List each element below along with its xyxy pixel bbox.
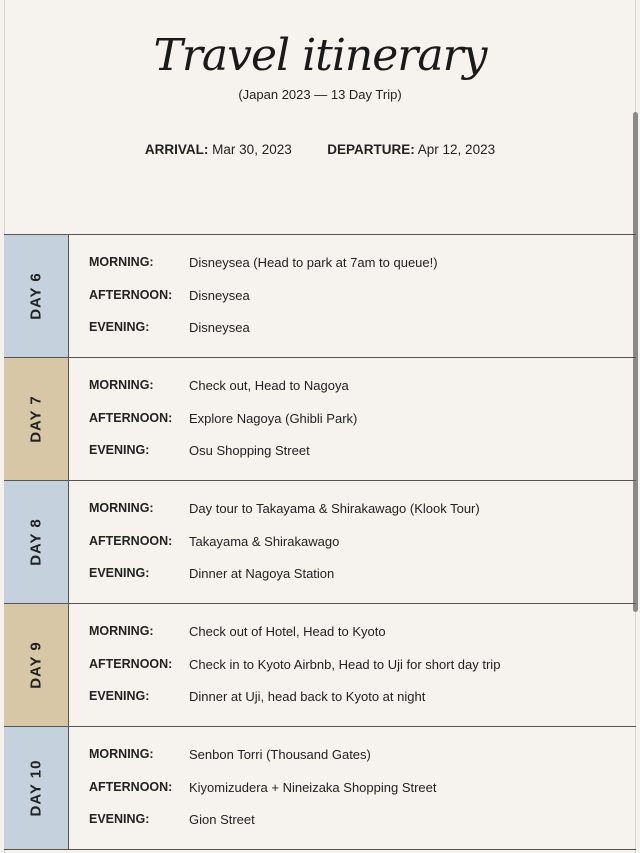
day-row [4, 727, 636, 850]
page-title: Travel itinerary [153, 30, 487, 81]
trip-dates [0, 142, 640, 157]
evening-activity: Dinner at Uji, head back to Kyoto at night [189, 689, 426, 704]
day-entries [69, 727, 437, 849]
evening-activity: Gion Street [189, 812, 255, 827]
departure-date: Apr 12, 2023 [417, 142, 496, 157]
morning-activity: Senbon Torri (Thousand Gates) [189, 747, 371, 762]
day-entries [69, 604, 500, 726]
day-column [4, 481, 69, 603]
morning-activity: Check out, Head to Nagoya [189, 378, 349, 393]
day-row [4, 604, 636, 727]
evening-label: EVENING: [89, 689, 150, 703]
day-row [4, 481, 636, 604]
itinerary-table [4, 234, 636, 850]
arrival-label: ARRIVAL: [144, 142, 209, 157]
day-column [4, 727, 69, 849]
afternoon-activity: Disneysea [189, 287, 250, 303]
day-entries [69, 358, 357, 480]
afternoon-label: AFTERNOON: [89, 533, 173, 548]
evening-label: EVENING: [89, 566, 150, 580]
afternoon-activity: Kiyomizudera + Nineizaka Shopping Street [189, 779, 437, 795]
evening-label: EVENING: [89, 320, 150, 334]
day-label: DAY 7 [27, 395, 45, 443]
page-subtitle: (Japan 2023 — 13 Day Trip) [238, 87, 402, 102]
morning-activity: Day tour to Takayama & Shirakawago (Klook Tour) [189, 501, 480, 516]
day-column [4, 235, 69, 357]
afternoon-activity: Check in to Kyoto Airbnb, Head to Uji for short day trip [189, 656, 501, 672]
morning-label: MORNING: [89, 378, 154, 392]
afternoon-label: AFTERNOON: [89, 410, 173, 425]
arrival-date: Mar 30, 2023 [212, 142, 292, 157]
evening-label: EVENING: [89, 812, 150, 826]
day-entries [69, 481, 480, 603]
evening-activity: Osu Shopping Street [189, 443, 310, 458]
day-column [4, 358, 69, 480]
day-row [4, 235, 636, 358]
day-label: DAY 8 [27, 518, 45, 566]
afternoon-label: AFTERNOON: [89, 287, 173, 302]
evening-activity: Disneysea [189, 320, 250, 335]
morning-label: MORNING: [89, 255, 154, 269]
day-label: DAY 9 [27, 641, 45, 689]
day-entries [69, 235, 438, 357]
day-column [4, 604, 69, 726]
morning-label: MORNING: [89, 501, 154, 515]
afternoon-activity: Explore Nagoya (Ghibli Park) [189, 410, 358, 426]
day-row [4, 358, 636, 481]
morning-activity: Disneysea (Head to park at 7am to queue!) [189, 255, 438, 270]
evening-label: EVENING: [89, 443, 150, 457]
day-label: DAY 10 [27, 759, 45, 817]
evening-activity: Dinner at Nagoya Station [189, 566, 335, 581]
morning-label: MORNING: [89, 747, 154, 761]
day-label: DAY 6 [27, 272, 45, 320]
afternoon-label: AFTERNOON: [89, 779, 173, 794]
morning-activity: Check out of Hotel, Head to Kyoto [189, 624, 386, 639]
morning-label: MORNING: [89, 624, 154, 638]
afternoon-label: AFTERNOON: [89, 656, 173, 671]
afternoon-activity: Takayama & Shirakawago [189, 533, 340, 549]
departure-label: DEPARTURE: [327, 142, 415, 157]
